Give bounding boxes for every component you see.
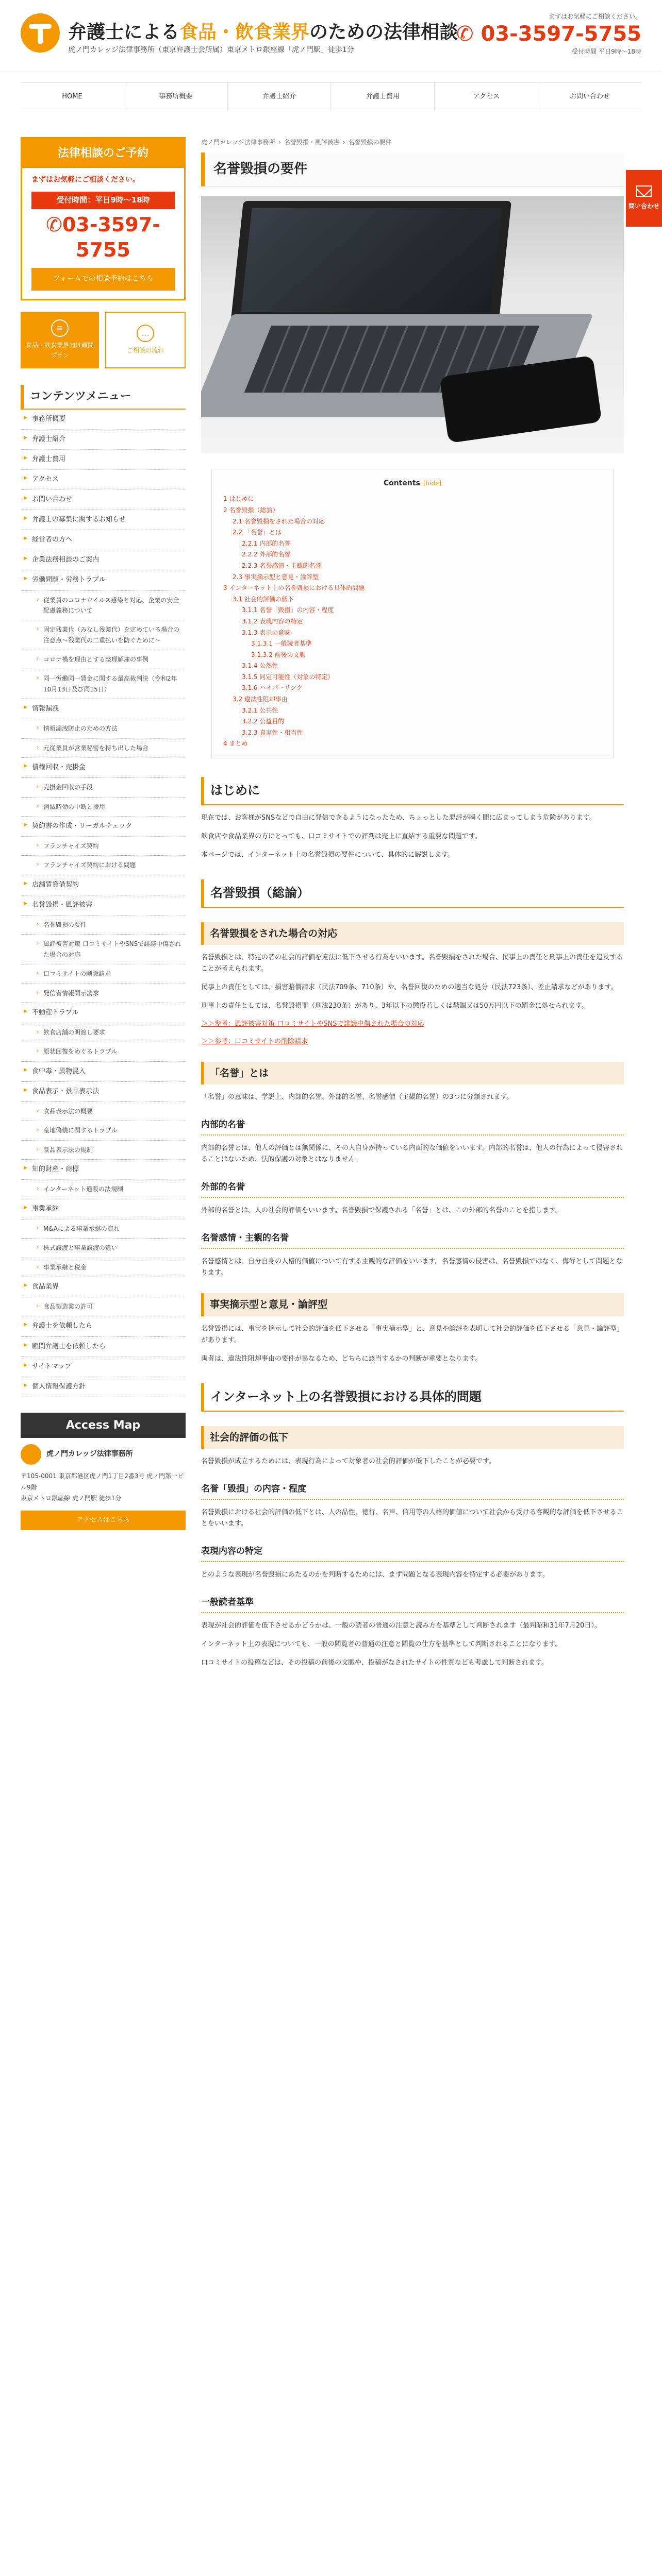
- paragraph: 「名誉」の意味は、学説上、内部的名誉、外部的名誉、名誉感情（主観的名誉）の3つに分類されます。: [201, 1093, 514, 1101]
- toc-link[interactable]: 3.1.6 ハイパーリンク: [242, 684, 303, 692]
- header-contact: [456, 11, 641, 57]
- contact-lead: まずはお気軽にご相談ください。: [31, 176, 140, 184]
- contact-heading: 法律相談のご予約: [22, 139, 184, 168]
- nav-item[interactable]: アクセス: [435, 83, 538, 111]
- menu-subitem[interactable]: › 消滅時効の中断と援用: [21, 798, 186, 817]
- toc-link[interactable]: 3.1.3.2 前後の文脈: [251, 651, 306, 658]
- menu-item[interactable]: ▶ 事務所概要: [21, 410, 186, 430]
- toc-link[interactable]: 1 はじめに: [223, 495, 254, 503]
- paragraph: 名誉毀損における社会的評価の低下とは、人の品性、徳行、名声、信用等の人格的価値について社会から受ける客観的な評価を低下させることをいいます。: [201, 1508, 623, 1528]
- paragraph: 本ページでは、インターネット上の名誉毀損の要件について、具体的に解説します。: [201, 851, 455, 859]
- menu-item[interactable]: ▶ 個人情報保護方針: [21, 1377, 186, 1397]
- contact-float-label: 問い合わせ: [628, 202, 659, 210]
- menu-subitem[interactable]: › コロナ禍を理由とする整理解雇の事例: [21, 650, 186, 669]
- minor-heading: 内部的名誉: [201, 1115, 624, 1136]
- menu-subitem[interactable]: › インターネット通販の法規制: [21, 1180, 186, 1199]
- site-header: [0, 0, 662, 72]
- menu-item[interactable]: ▶ 知的財産・商標: [21, 1160, 186, 1180]
- menu-item[interactable]: ▶ 名誉毀損・風評被害: [21, 895, 186, 916]
- menu-item[interactable]: ▶ 不動産トラブル: [21, 1003, 186, 1023]
- menu-item[interactable]: ▶ 弁護士紹介: [21, 430, 186, 450]
- toc-link[interactable]: 2.2.1 内部的名誉: [242, 539, 291, 547]
- minor-heading: 外部的名誉: [201, 1178, 624, 1198]
- contact-hours: 受付時間：平日9時～18時: [31, 192, 175, 209]
- menu-subitem[interactable]: › 同一労働同一賃金に関する最高裁判決（令和2年10月13日及び同15日）: [21, 669, 186, 699]
- office-name: 虎ノ門カレッジ法律事務所: [46, 1450, 133, 1459]
- minor-heading: 名誉「毀損」の内容・程度: [201, 1480, 624, 1500]
- subsection-heading: 社会的評価の低下: [201, 1426, 624, 1449]
- toc-link[interactable]: 3.1.4 公然性: [242, 662, 278, 670]
- site-logo-icon[interactable]: [21, 13, 60, 53]
- toc-link[interactable]: 2.2.3 名誉感情・主観的名誉: [242, 562, 322, 569]
- toc-link[interactable]: 3.1.5 同定可能性（対象の特定）: [242, 673, 334, 681]
- nav-item[interactable]: 弁護士紹介: [228, 83, 332, 111]
- paragraph: 両者は、違法性阻却事由の要件が異なるため、どちらに該当するかの判断が重要となります。: [201, 1354, 482, 1363]
- chat-icon: …: [137, 325, 154, 342]
- nav-item[interactable]: お問い合わせ: [570, 93, 610, 100]
- breadcrumb-home[interactable]: 虎ノ門カレッジ法律事務所: [201, 139, 275, 146]
- document-icon: ≡: [51, 319, 69, 337]
- nav-item[interactable]: 事務所概要: [124, 83, 228, 111]
- nav-item[interactable]: 弁護士費用: [331, 83, 435, 111]
- menu-item[interactable]: ▶ 労働問題・労務トラブル: [21, 570, 186, 590]
- sidebar: [21, 137, 186, 1530]
- menu-item[interactable]: ▶ お問い合わせ: [21, 490, 186, 510]
- office-address: 〒105-0001 東京都港区虎ノ門1丁目2番3号 虎ノ門第一ビル9階: [21, 1472, 184, 1491]
- toc-link[interactable]: 2 名誉毀損（総論）: [223, 506, 279, 514]
- paragraph: どのような表現が名誉毀損にあたるのかを判断するためには、まず問題となる表現内容を特定する必要があります。: [201, 1571, 549, 1579]
- consultation-flow-banner[interactable]: [105, 312, 186, 368]
- menu-subitem[interactable]: › 食品製造業の許可: [21, 1297, 186, 1316]
- menu-item[interactable]: ▶ 店舗賃貸借契約: [21, 875, 186, 895]
- access-heading: Access Map: [21, 1413, 186, 1438]
- phone-icon: ✆: [456, 22, 481, 46]
- access-button[interactable]: アクセスはこちら: [21, 1511, 186, 1530]
- office-logo-icon: [21, 1444, 41, 1465]
- reference-link[interactable]: ＞＞参考：口コミサイトの削除請求: [201, 1037, 308, 1045]
- site-subtitle: 虎ノ門カレッジ法律事務所（東京弁護士会所属）東京メトロ銀座線「虎ノ門駅」徒歩1分: [68, 46, 354, 54]
- menu-item[interactable]: ▶ 契約書の作成・リーガルチェック: [21, 817, 186, 837]
- toc-link[interactable]: 2.3 事実摘示型と意見・論評型: [233, 573, 319, 581]
- breadcrumb-current: 名誉毀損の要件: [348, 139, 392, 146]
- menu-subitem[interactable]: › 名誉毀損の要件: [21, 916, 186, 935]
- breadcrumb-separator: ›: [278, 139, 281, 146]
- menu-subitem[interactable]: › 発信者情報開示請求: [21, 984, 186, 1003]
- menu-subitem[interactable]: › 産地偽装に関するトラブル: [21, 1121, 186, 1140]
- breadcrumb-separator: ›: [342, 139, 345, 146]
- toc-link[interactable]: 2.1 名誉毀損をされた場合の対応: [233, 517, 325, 525]
- menu-subitem[interactable]: › 事業承継と税金: [21, 1258, 186, 1277]
- menu-subitem[interactable]: › 口コミサイトの削除請求: [21, 964, 186, 984]
- table-of-contents: [211, 469, 614, 758]
- menu-item[interactable]: ▶ 食品業界: [21, 1277, 186, 1297]
- menu-subitem[interactable]: › M&Aによる事業承継の流れ: [21, 1219, 186, 1239]
- content-menu-heading: コンテンツメニュー: [21, 385, 186, 409]
- advisory-plan-banner[interactable]: [21, 312, 99, 368]
- menu-item[interactable]: ▶ 情報漏洩: [21, 699, 186, 719]
- paragraph: 飲食店や食品業界の方にとっても、口コミサイトでの評判は売上に直結する重要な問題です。: [201, 832, 482, 840]
- toc-link[interactable]: 3.2.1 公共性: [242, 706, 278, 714]
- section-intro-heading: はじめに: [201, 777, 624, 805]
- menu-subitem[interactable]: › フランチャイズ契約における問題: [21, 856, 186, 875]
- subsection-heading: 「名誉」とは: [201, 1062, 624, 1084]
- menu-item[interactable]: ▶ サイトマップ: [21, 1357, 186, 1377]
- mail-icon: [636, 185, 652, 197]
- menu-item[interactable]: ▶ 食品表示・景品表示法: [21, 1082, 186, 1102]
- menu-subitem[interactable]: › 原状回復をめぐるトラブル: [21, 1042, 186, 1061]
- toc-title: Contents [hide]: [383, 479, 442, 487]
- toc-hide-toggle[interactable]: [hide]: [423, 479, 442, 487]
- consultation-flow-label: ご相談の流れ: [126, 347, 164, 354]
- paragraph: 表現が社会的評価を低下させるかどうかは、一般の読者の普通の注意と読み方を基準として判断されます（最判昭和31年7月20日）。: [201, 1622, 601, 1630]
- header-catch: まずはお気軽にご相談ください。: [548, 13, 641, 20]
- paragraph: 口コミサイトの投稿などは、その投稿の前後の文脈や、投稿がなされたサイトの性質なども考慮して判断されます。: [201, 1659, 548, 1667]
- hero-image: [201, 196, 624, 453]
- advisory-plan-label: 食品・飲食業界向け顧問プラン: [25, 341, 94, 360]
- contact-form-button[interactable]: フォームでの相談予約はこちら: [31, 268, 175, 291]
- contact-box: [21, 137, 186, 300]
- minor-heading: 名誉感情・主観的名誉: [201, 1229, 624, 1249]
- breadcrumb: [201, 137, 624, 147]
- menu-subitem[interactable]: › 情報漏洩防止のための方法: [21, 719, 186, 738]
- promo-row: [21, 312, 186, 368]
- global-nav: [21, 82, 641, 111]
- section-general-heading: 名誉毀損（総論）: [201, 879, 624, 908]
- menu-item[interactable]: ▶ 食中毒・異物混入: [21, 1062, 186, 1082]
- menu-subitem[interactable]: › フランチャイズ契約: [21, 837, 186, 856]
- menu-item[interactable]: ▶ 企業法務相談のご案内: [21, 550, 186, 570]
- paragraph: 名誉毀損が成立するためには、表現行為によって対象者の社会的評価が低下したことが必要です。: [201, 1457, 495, 1465]
- paragraph: 現在では、お客様がSNSなどで自由に発信できるようになったため、ちょっとした悪評が瞬く間に広まってしまう危険があります。: [201, 814, 596, 822]
- subsection-heading: 名誉毀損をされた場合の対応: [201, 922, 624, 945]
- nav-item[interactable]: HOME: [21, 83, 124, 111]
- header-hours: 受付時間 平日9時～18時: [572, 48, 641, 56]
- menu-item[interactable]: ▶ 事業承継: [21, 1199, 186, 1219]
- paragraph: 名誉感情とは、自分自身の人格的価値について有する主観的な評価をいいます。名誉感情の侵害は、名誉毀損ではなく、侮辱として問題となります。: [201, 1258, 623, 1277]
- menu-subitem[interactable]: › 従業員のコロナウイルス感染と対応、企業の安全配慮義務について: [21, 591, 186, 621]
- toc-link[interactable]: 3.1.2 表現内容の特定: [242, 617, 303, 625]
- office-station: 東京メトロ銀座線 虎ノ門駅 徒歩1分: [21, 1495, 122, 1502]
- page-title: 名誉毀損の要件: [201, 152, 624, 186]
- section-internet-heading: インターネット上の名誉毀損における具体的問題: [201, 1383, 624, 1412]
- reference-link[interactable]: ＞＞参考：風評被害対策 口コミサイトやSNSで誹謗中傷された場合の対応: [201, 1020, 424, 1028]
- site-title[interactable]: 弁護士による食品・飲食業界のための法律相談: [68, 22, 458, 43]
- minor-heading: 一般読者基準: [201, 1593, 624, 1613]
- menu-item[interactable]: ▶ 顧問弁護士を依頼したら: [21, 1337, 186, 1357]
- menu-subitem[interactable]: › 食品表示法の概要: [21, 1102, 186, 1121]
- menu-item[interactable]: ▶ 弁護士費用: [21, 450, 186, 470]
- header-phone[interactable]: ✆ 03-3597-5755: [456, 22, 641, 46]
- menu-subitem[interactable]: › 景品表示法の規制: [21, 1141, 186, 1160]
- paragraph: 外部的名誉とは、人の社会的評価をいいます。名誉毀損で保護される「名誉」とは、この外部的名誉のことを指します。: [201, 1207, 562, 1215]
- menu-subitem[interactable]: › 飲食店舗の明渡し要求: [21, 1023, 186, 1042]
- content-menu: [21, 410, 186, 1397]
- main-content: [201, 137, 624, 1669]
- subsection-heading: 事実摘示型と意見・論評型: [201, 1293, 624, 1316]
- paragraph: 刑事上の責任としては、名誉毀損罪（刑法230条）があり、3年以下の懲役若しくは禁錮又は50万円以下の罰金に処せられます。: [201, 1002, 588, 1010]
- menu-subitem[interactable]: › 固定残業代（みなし残業代）を定めている場合の注意点～残業代の二重払いを防ぐために～: [21, 620, 186, 650]
- menu-item[interactable]: ▶ アクセス: [21, 470, 186, 490]
- toc-link[interactable]: 3.2.2 公益目的: [242, 718, 285, 725]
- phone-icon: ✆: [45, 213, 62, 236]
- paragraph: 内部的名誉とは、他人の評価とは無関係に、その人自身が持っている内面的な価値をいいます。内部的名誉は、他人の行為によって侵害されることはないため、法的保護の対象とはなりません。: [201, 1144, 623, 1164]
- menu-subitem[interactable]: › 株式譲渡と事業譲渡の違い: [21, 1239, 186, 1258]
- paragraph: 名誉毀損には、事実を摘示して社会的評価を低下させる「事実摘示型」と、意見や論評を表明して社会的評価を低下させる「意見・論評型」があります。: [201, 1325, 624, 1344]
- toc-link[interactable]: 3.1.3 表示の意味: [242, 629, 291, 636]
- minor-heading: 表現内容の特定: [201, 1542, 624, 1562]
- contact-phone[interactable]: ✆03-3597-5755: [45, 213, 161, 262]
- toc-link[interactable]: 3.1.1 名誉「毀損」の内容・程度: [242, 606, 334, 614]
- toc-link[interactable]: 3.2.3 真実性・相当性: [242, 728, 303, 736]
- access-office: [21, 1444, 186, 1465]
- menu-item[interactable]: ▶ 債権回収・売掛金: [21, 758, 186, 778]
- menu-item[interactable]: ▶ 弁護士を依頼したら: [21, 1316, 186, 1336]
- menu-item[interactable]: ▶ 経営者の方へ: [21, 530, 186, 550]
- contact-float-button[interactable]: [626, 170, 662, 227]
- paragraph: インターネット上の表現についても、一般の閲覧者の普通の注意と閲覧の仕方を基準として判断されることになります。: [201, 1640, 562, 1649]
- toc-link[interactable]: 3.2 違法性阻却事由: [233, 696, 288, 703]
- menu-subitem[interactable]: › 元従業員が営業秘密を持ち出した場合: [21, 739, 186, 758]
- toc-link[interactable]: 4 まとめ: [223, 740, 248, 748]
- laptop-screen: [231, 201, 511, 319]
- menu-subitem[interactable]: › 売掛金回収の手段: [21, 778, 186, 797]
- toc-link[interactable]: 3.1.3.1 一般読者基準: [251, 640, 312, 648]
- toc-link[interactable]: 2.2 「名誉」とは: [233, 529, 282, 536]
- breadcrumb-category[interactable]: 名誉毀損・風評被害: [284, 139, 340, 146]
- menu-item[interactable]: ▶ 弁護士の募集に関するお知らせ: [21, 510, 186, 530]
- toc-link[interactable]: 3.1 社会的評価の低下: [233, 595, 294, 603]
- paragraph: 名誉毀損とは、特定の者の社会的評価を違法に低下させる行為をいいます。名誉毀損をされた場合、民事上の責任と刑事上の責任を追及することが考えられます。: [201, 954, 623, 973]
- paragraph: 民事上の責任としては、損害賠償請求（民法709条、710条）や、名誉回復のための適当な処分（民法723条）、差止請求などがあります。: [201, 984, 618, 992]
- toc-link[interactable]: 2.2.2 外部的名誉: [242, 551, 291, 558]
- menu-subitem[interactable]: › 風評被害対策 口コミサイトやSNSで誹謗中傷された場合の対応: [21, 935, 186, 964]
- toc-link[interactable]: 3 インターネット上の名誉毀損における具体的問題: [223, 584, 365, 592]
